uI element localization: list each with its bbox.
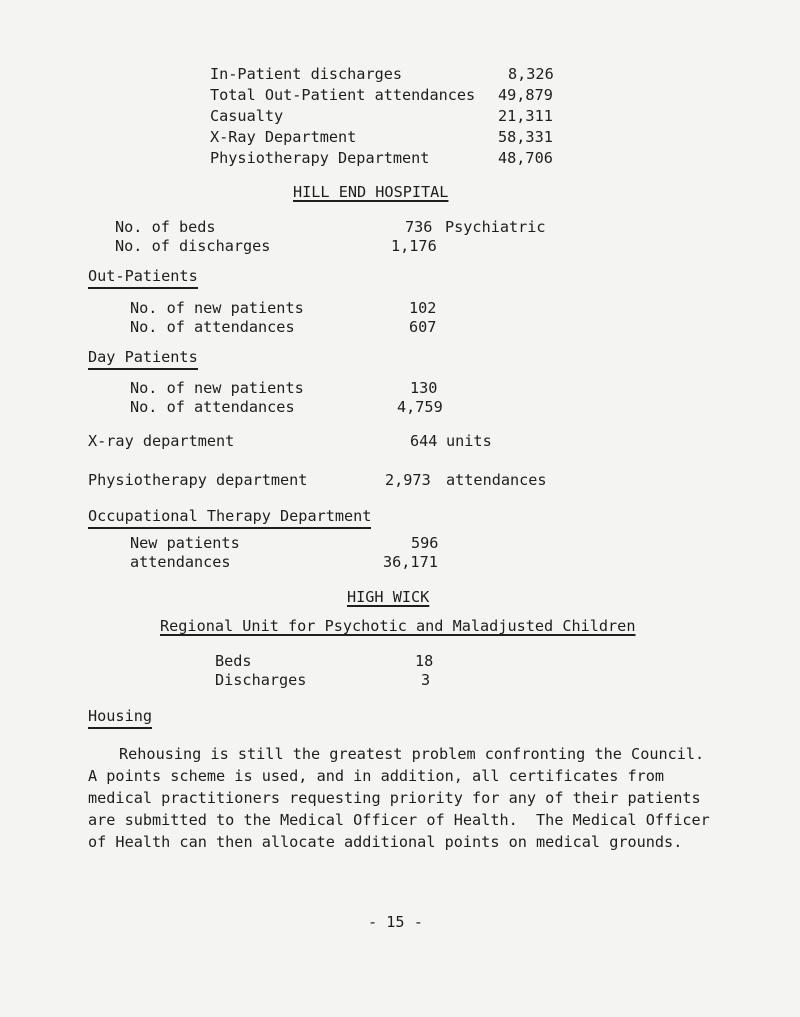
outpatients-heading: Out-Patients — [88, 266, 198, 289]
page-number: - 15 - — [368, 913, 423, 931]
high-wick-beds-value: 18 — [415, 652, 434, 670]
stat-value: 58,331 — [498, 128, 553, 146]
occupational-heading: Occupational Therapy Department — [88, 506, 371, 529]
day-patients-att-value: 4,759 — [397, 398, 443, 416]
high-wick-subtitle: Regional Unit for Psychotic and Maladjusted Children — [160, 617, 636, 635]
beds-note: Psychiatric — [445, 218, 546, 236]
stat-label: X-Ray Department — [210, 128, 357, 146]
housing-line: medical practitioners requesting priority for any of their patients — [88, 789, 701, 807]
beds-value: 736 — [405, 218, 433, 236]
stat-label: In-Patient discharges — [210, 65, 403, 83]
physio-label: Physiotherapy department — [88, 471, 308, 489]
high-wick-title: HIGH WICK — [347, 588, 430, 606]
day-patients-heading: Day Patients — [88, 347, 198, 370]
day-patients-att-label: No. of attendances — [130, 398, 295, 416]
discharges-value: 1,176 — [391, 237, 437, 255]
high-wick-discharges-value: 3 — [421, 671, 431, 689]
high-wick-discharges-label: Discharges — [215, 671, 307, 689]
stat-value: 49,879 — [498, 86, 553, 104]
xray-value: 644 — [410, 432, 438, 450]
housing-line: A points scheme is used, and in addition, all certificates from — [88, 767, 665, 785]
physio-unit: attendances — [446, 471, 547, 489]
beds-label: No. of beds — [115, 218, 216, 236]
outpatients-new-value: 102 — [409, 299, 437, 317]
stat-label: Total Out-Patient attendances — [210, 86, 476, 104]
stat-value: 48,706 — [498, 149, 553, 167]
occupational-new-value: 596 — [411, 534, 439, 552]
stat-value: 21,311 — [498, 107, 553, 125]
physio-value: 2,973 — [385, 471, 431, 489]
xray-unit: units — [446, 432, 492, 450]
discharges-label: No. of discharges — [115, 237, 271, 255]
housing-line: Rehousing is still the greatest problem confronting the Council. — [119, 745, 705, 763]
housing-line: of Health can then allocate additional points on medical grounds. — [88, 833, 683, 851]
outpatients-att-value: 607 — [409, 318, 437, 336]
xray-label: X-ray department — [88, 432, 235, 450]
housing-paragraph — [88, 743, 800, 853]
stat-label: Casualty — [210, 107, 284, 125]
outpatients-att-label: No. of attendances — [130, 318, 295, 336]
outpatients-new-label: No. of new patients — [130, 299, 304, 317]
stat-value: 8,326 — [508, 65, 554, 83]
occupational-att-value: 36,171 — [383, 553, 438, 571]
day-patients-new-label: No. of new patients — [130, 379, 304, 397]
day-patients-new-value: 130 — [410, 379, 438, 397]
housing-heading: Housing — [88, 706, 152, 729]
occupational-new-label: New patients — [130, 534, 240, 552]
housing-line: are submitted to the Medical Officer of Health. The Medical Officer — [88, 811, 710, 829]
hill-end-title: HILL END HOSPITAL — [293, 183, 449, 201]
high-wick-beds-label: Beds — [215, 652, 252, 670]
stat-label: Physiotherapy Department — [210, 149, 430, 167]
occupational-att-label: attendances — [130, 553, 231, 571]
